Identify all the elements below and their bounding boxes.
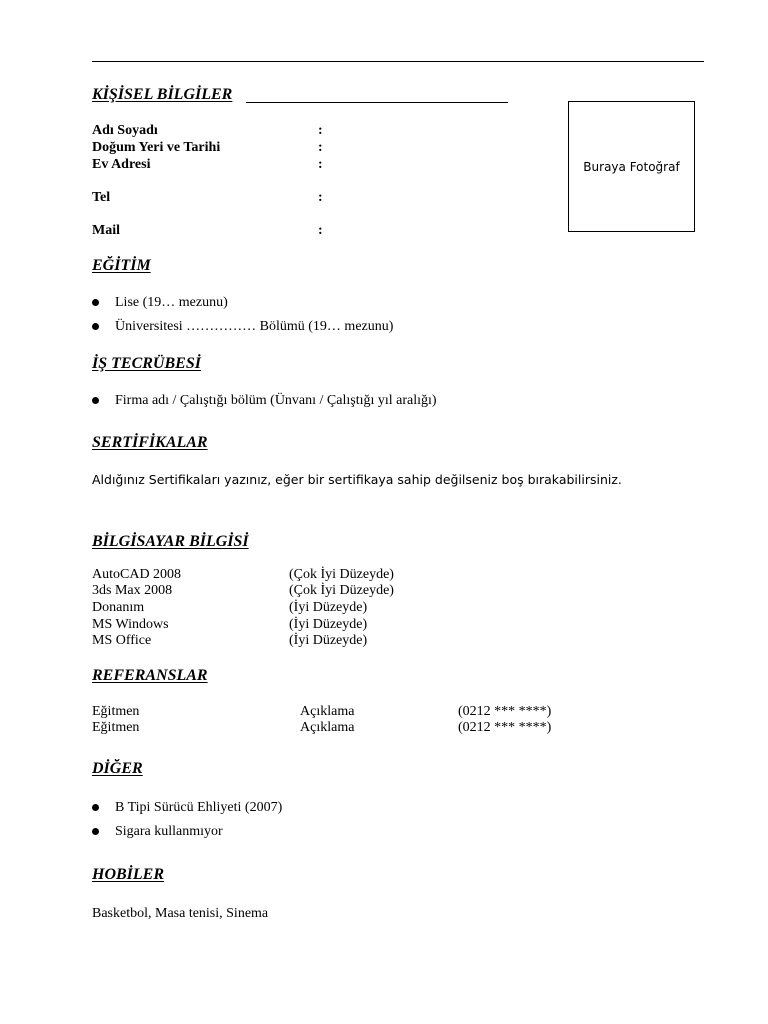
field-label-tel: Tel	[92, 190, 111, 205]
experience-heading: İŞ TECRÜBESİ	[92, 355, 201, 372]
personal-info-heading: KİŞİSEL BİLGİLER	[92, 86, 233, 103]
bullet-icon	[92, 397, 99, 404]
education-heading: EĞİTİM	[92, 257, 151, 274]
field-label-address: Ev Adresi	[92, 157, 151, 172]
bullet-icon	[92, 828, 99, 835]
field-separator: :	[318, 157, 323, 172]
skill-level: (İyi Düzeyde)	[289, 600, 368, 615]
reference-description: Açıklama	[300, 704, 355, 719]
reference-phone: (0212 *** ****)	[458, 720, 552, 735]
other-item: Sigara kullanmıyor	[115, 824, 223, 839]
field-separator: :	[318, 190, 323, 205]
skill-name: MS Office	[92, 633, 152, 648]
skill-name: MS Windows	[92, 617, 169, 632]
other-item: B Tipi Sürücü Ehliyeti (2007)	[115, 800, 283, 815]
skill-name: Donanım	[92, 600, 145, 615]
heading-underline	[246, 102, 508, 103]
photo-placeholder	[568, 101, 695, 232]
experience-item: Firma adı / Çalıştığı bölüm (Ünvanı / Çalıştığı yıl aralığı)	[115, 393, 437, 408]
skill-name: 3ds Max 2008	[92, 583, 173, 598]
top-rule	[92, 61, 704, 62]
certificates-text: Aldığınız Sertifikaları yazınız, eğer bir sertifikaya sahip değilseniz boş bırakabilirsiniz.	[92, 472, 622, 487]
field-separator: :	[318, 123, 323, 138]
skill-level: (İyi Düzeyde)	[289, 633, 368, 648]
reference-name: Eğitmen	[92, 704, 140, 719]
reference-description: Açıklama	[300, 720, 355, 735]
bullet-icon	[92, 804, 99, 811]
bullet-icon	[92, 323, 99, 330]
skill-level: (Çok İyi Düzeyde)	[289, 583, 394, 598]
hobbies-heading: HOBİLER	[92, 866, 165, 883]
reference-name: Eğitmen	[92, 720, 140, 735]
photo-placeholder-text: Buraya Fotoğraf	[583, 159, 680, 174]
skill-level: (İyi Düzeyde)	[289, 617, 368, 632]
certificates-heading: SERTİFİKALAR	[92, 434, 208, 451]
references-heading: REFERANSLAR	[92, 667, 208, 684]
bullet-icon	[92, 299, 99, 306]
field-label-mail: Mail	[92, 223, 120, 238]
computer-heading: BİLGİSAYAR BİLGİSİ	[92, 533, 249, 550]
skill-name: AutoCAD 2008	[92, 567, 182, 582]
education-item: Lise (19… mezunu)	[115, 295, 228, 310]
skill-level: (Çok İyi Düzeyde)	[289, 567, 394, 582]
field-label-birth: Doğum Yeri ve Tarihi	[92, 140, 221, 155]
reference-phone: (0212 *** ****)	[458, 704, 552, 719]
field-separator: :	[318, 223, 323, 238]
field-label-name: Adı Soyadı	[92, 123, 158, 138]
education-item: Üniversitesi …………… Bölümü (19… mezunu)	[115, 319, 394, 334]
field-separator: :	[318, 140, 323, 155]
other-heading: DİĞER	[92, 760, 143, 777]
hobbies-text: Basketbol, Masa tenisi, Sinema	[92, 906, 269, 921]
